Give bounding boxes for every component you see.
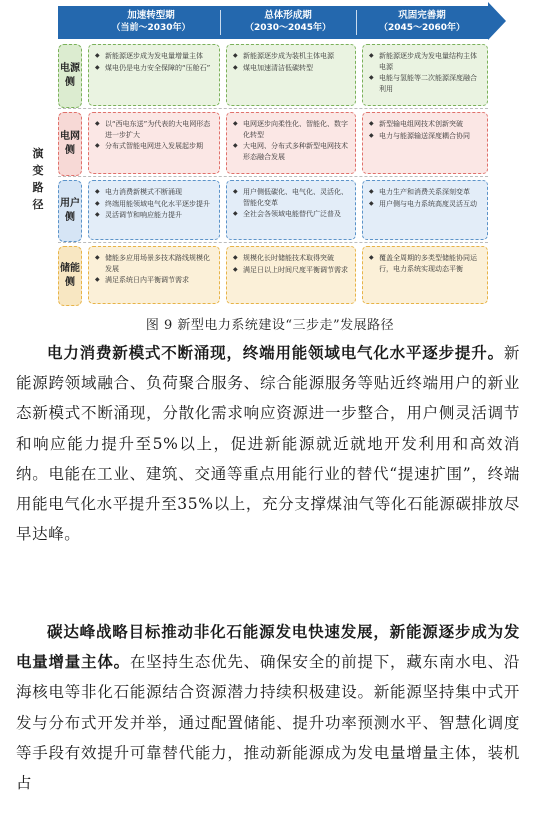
path-item: ◆ 满足日以上时间尺度平衡调节需求 [233, 265, 349, 276]
path-item: ◆ 电力消费新模式不断涌现 [95, 187, 213, 198]
row-divider [58, 176, 488, 177]
paragraph-1-heading: 电力消费新模式不断涌现，终端用能领域电气化水平逐步提升。 [47, 343, 504, 362]
path-item: ◆ 覆盖全周期的多类型储能协同运行，电力系统实现动态平衡 [369, 253, 481, 274]
path-item: ◆ 新能源逐步成为发电量增量主体 [95, 51, 213, 62]
path-cell [88, 44, 220, 106]
path-item: ◆ 新能源逐步成为装机主体电源 [233, 51, 349, 62]
path-item: ◆ 新能源逐步成为发电量结构主体电源 [369, 51, 481, 72]
development-path-diagram [0, 0, 540, 310]
row-divider [58, 242, 488, 243]
path-item: ◆ 电网逐步向柔性化、智能化、数字化转型 [233, 119, 349, 140]
path-item: ◆ 煤电加速清洁低碳转型 [233, 63, 349, 74]
row-label: 电源侧 [58, 44, 82, 108]
path-item: ◆ 以“西电东送”为代表的大电网形态进一步扩大 [95, 119, 213, 140]
path-item: ◆ 满足系统日内平衡调节需求 [95, 275, 213, 286]
phase-name: 加速转型期 [127, 10, 175, 21]
path-item: ◆ 煤电仍是电力安全保障的“压舱石” [95, 63, 213, 74]
path-item: ◆ 全社会各领域电能替代广泛普及 [233, 209, 349, 220]
path-item: ◆ 终端用能领域电气化水平逐步提升 [95, 199, 213, 210]
figure-caption: 图 9 新型电力系统建设“三步走”发展路径 [145, 318, 395, 333]
paragraph-2 [16, 617, 520, 798]
row-label: 储能侧 [58, 246, 82, 306]
path-item: ◆ 电力生产和消费关系深刻变革 [369, 187, 481, 198]
path-cell [226, 112, 356, 174]
row-label: 用户侧 [58, 180, 82, 242]
paragraph-1 [16, 338, 520, 549]
path-cell [362, 44, 488, 106]
paragraph-2-body: 在坚持生态优先、确保安全的前提下，藏东南水电、沿海核电等非化石能源结合资源潜力持续积极建设。新能源坚持集中式开发与分布式开发并举，通过配置储能、提升功率预测水平、智慧化调度等手段有效提升可靠替代能力，推动新能源成为发电量增量主体，装机占 [16, 653, 520, 793]
path-item: ◆ 储能多应用场景多技术路线规模化发展 [95, 253, 213, 274]
path-cell [362, 112, 488, 174]
phase-1 [82, 6, 220, 39]
phase-2 [220, 6, 356, 39]
timeline-arrow-head [488, 2, 506, 40]
phase-years: （当前～2030年） [111, 23, 191, 33]
row-label: 电网侧 [58, 112, 82, 176]
path-item: ◆ 灵活调节和响应能力提升 [95, 210, 213, 221]
path-item: ◆ 电能与氢能等二次能源深度融合利用 [369, 73, 481, 94]
path-cell [226, 246, 356, 304]
path-item: ◆ 分布式智能电网进入发展起步期 [95, 141, 213, 152]
path-cell [362, 180, 488, 240]
phase-name: 总体形成期 [264, 10, 312, 21]
phase-years: （2045～2060年） [378, 23, 466, 33]
path-item: ◆ 用户侧低碳化、电气化、灵活化、智能化变革 [233, 187, 349, 208]
vertical-title: 演变路径 [32, 147, 44, 211]
path-cell [362, 246, 488, 304]
path-item: ◆ 规模化长时储能技术取得突破 [233, 253, 349, 264]
paragraph-1-body: 新能源跨领域融合、负荷聚合服务、综合能源服务等贴近终端用户的新业态新模式不断涌现，分散化需求响应资源进一步整合，用户侧灵活调节和响应能力提升至5%以上，促进新能源就近就地开发利用和高效消纳。电能在工业、建筑、交通等重点用能行业的替代“提速扩围”，终端用能电气化水平提升至35%以上，充分支撑煤油气等化石能源碳排放尽早达峰。 [16, 344, 520, 544]
path-item: ◆ 用户侧与电力系统高度灵活互动 [369, 199, 481, 210]
paragraph-2-heading: 碳达峰战略目标推动非化石能源发电快速发展，新能源逐步成为发电量增量主体。 [16, 622, 520, 672]
path-item: ◆ 新型输电组网技术创新突破 [369, 119, 481, 130]
path-cell [88, 246, 220, 304]
phase-years: （2030～2045年） [244, 23, 332, 33]
phase-3 [356, 6, 488, 39]
path-cell [88, 180, 220, 240]
phase-name: 巩固完善期 [398, 10, 446, 21]
path-cell [226, 44, 356, 106]
path-item: ◆ 大电网、分布式多种新型电网技术形态融合发展 [233, 141, 349, 162]
path-cell [226, 180, 356, 240]
row-divider [58, 108, 488, 109]
path-cell [88, 112, 220, 174]
path-item: ◆ 电力与能源输送深度耦合协同 [369, 131, 481, 142]
